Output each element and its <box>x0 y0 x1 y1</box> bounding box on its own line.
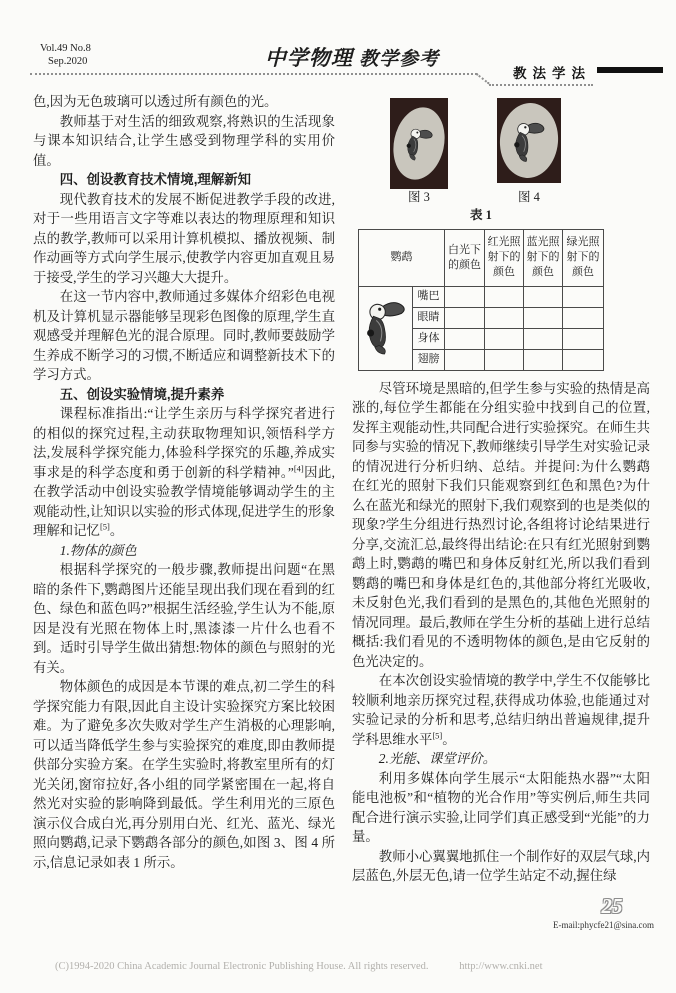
toucan-icon <box>402 123 435 165</box>
table-part-label: 眼睛 <box>413 307 445 328</box>
table-cell-empty <box>485 307 524 328</box>
journal-issue-block <box>40 42 91 68</box>
figure3-caption: 图 3 <box>408 190 430 204</box>
paragraph: 色,因为无色玻璃可以透过所有颜色的光。 <box>33 94 278 109</box>
copyright-text: (C)1994-2020 China Academic Journal Electronic Publishing House. All rights reserved. <box>55 961 429 972</box>
paragraph: 尽管环境是黑暗的,但学生参与实验的热情是高涨的,每位学生都能在分组实验中找到自己的位置,发挥主观能动性,共同配合进行实验探究。在师生共同参与实验的情况下,教师继续引导学生对实验记录的情况进行分析归纳、总结。并提问:为什么鹦鹉在红光的照射下我们只能观察到红色和黑色?为什么在蓝光和绿光的照射下,我们观察到的也是类似的现象?学生分组进行热烈讨论,各组将讨论结果进行分享,交流汇总,最终得出结论:在只有红光照射到鹦鹉上时,鹦鹉的嘴巴和身体反射红光,所以我们看到鹦鹉的嘴巴和身体是红色的,其他部分将红光吸收,未反射色光,我们看到的是黑色的,其他色光照射的情况同理。最后,教师在学生分析的基础上进行总结概括:我们看见的不透明物体的颜色,是由它反射的色光决定的。 <box>352 380 650 669</box>
right-column <box>352 92 650 886</box>
figures-row <box>352 92 650 204</box>
table-header-white-light: 白光下的颜色 <box>445 229 485 286</box>
table-cell-empty <box>485 328 524 349</box>
citation-marker: [5] <box>99 521 110 532</box>
table-cell-empty <box>563 286 604 307</box>
toucan-icon <box>365 296 407 356</box>
paragraph-text: 。 <box>109 523 124 538</box>
paragraph: 教师小心翼翼地抓住一个制作好的双层气球,内层蓝色,外层无色,请一位学生站定不动,握住绿 <box>352 848 650 883</box>
paragraph-text: 因此,在教学活动中创设实验教学情境能够调动学生的主观能动性,让知识以实验的形式体现,促进学生的形象理解和记忆 <box>33 464 335 538</box>
paragraph: 教师基于对生活的细致观察,将熟识的生活现象与课本知识结合,让学生感受到物理学科的实用价值。 <box>33 113 335 168</box>
paragraph-text: 在本次创设实验情境的教学中,学生不仅能够比较顺利地亲历探究过程,获得成功体验,也能通过对实验记录的分析和思考,总结归纳出普遍规律,提升学科思维水平 <box>352 673 650 747</box>
table-cell-empty <box>485 349 524 370</box>
left-column <box>33 92 335 872</box>
table-cell-empty <box>563 307 604 328</box>
figure4-photo <box>497 98 561 183</box>
header-accent-bar <box>597 67 663 73</box>
paragraph: 利用多媒体向学生展示“太阳能热水器”“太阳能电池板”和“植物的光合作用”等实例后,师生共同配合进行演示实验,让同学们真正感受到“光能”的力量。 <box>352 770 650 844</box>
table-cell-empty <box>485 286 524 307</box>
table-cell-empty <box>563 328 604 349</box>
citation-marker: [5] <box>432 730 443 741</box>
table-cell-empty <box>445 286 485 307</box>
table-cell-empty <box>524 286 563 307</box>
contact-email: E-mail:phycfe21@sina.com <box>552 920 654 930</box>
table-cell-empty <box>524 307 563 328</box>
section-heading-5: 五、创设实验情境,提升素养 <box>59 386 225 402</box>
paragraph <box>352 671 650 749</box>
paragraph: 在这一节内容中,教师通过多媒体介绍彩色电视机及计算机显示器能够呈现彩色图像的原理,学生直观感受并理解色光的混合原理。同时,教师要鼓励学生养成不断学习的习惯,不断适应和调整新技术下的学习方式。 <box>33 289 335 382</box>
table-cell-empty <box>524 328 563 349</box>
journal-logo <box>252 42 452 72</box>
paragraph: 根据科学探究的一般步骤,教师提出问题“在黑暗的条件下,鹦鹉图片还能呈现出我们现在看到的红色、绿色和蓝色吗?”根据生活经验,学生认为不能,原因是没有光照在物体上时,黑漆漆一片什么也看不到。适时引导学生做出猜想:物体的颜色与照射的光有关。 <box>33 562 335 675</box>
paragraph-text: 课程标准指出:“让学生亲历与科学探究者进行的相似的探究过程,主动获取物理知识,领悟科学方法,发展科学探究能力,体验科学探究的乐趣,养成实事求是的科学态度和勇于创新的科学精神。” <box>33 406 335 480</box>
table-cell-empty <box>445 307 485 328</box>
header-rule-tab <box>489 84 593 86</box>
section-heading-4: 四、创设教育技术情境,理解新知 <box>59 172 251 187</box>
figure3-photo <box>390 98 448 189</box>
table-row <box>359 286 604 307</box>
sub-heading-2: 2.光能、课堂评价。 <box>378 751 496 766</box>
table-cell-empty <box>524 349 563 370</box>
header-rule-diagonal <box>476 73 490 84</box>
paragraph: 物体颜色的成因是本节课的难点,初二学生的科学探究能力有限,因此自主设计实验探究方案比较困难。为了避免多次失败对学生产生消极的心理影响,可以适当降低学生参与实验探究的难度,即由教师提供部分实验方案。在学生实验时,将教室里所有的灯光关闭,窗帘拉好,各小组的同学紧密围在一起,将自然光对实验的影响降到最低。学生利用光的三原色演示仪合成白光,再分别用白光、红光、蓝光、绿光照向鹦鹉,记录下鹦鹉各部分的颜色,如图 3、图 4 所示,信息记录如表 1 所示。 <box>33 679 335 870</box>
table1 <box>358 229 604 371</box>
right-column-text <box>352 379 650 886</box>
table-part-label: 翅膀 <box>413 349 445 370</box>
table-header-row <box>359 229 604 286</box>
paragraph: 现代教育技术的发展不断促进教学手段的改进,对于一些用语言文字等难以表达的物理原理和知识点的教学,教师可以采用计算机模拟、播放视频、制作动画等方式向学生展示,使教学内容更加直观且易于接受,学生的学习兴趣大大提升。 <box>33 191 335 285</box>
section-tab: 教法学法 <box>513 66 591 81</box>
journal-volume: Vol.49 No.8 <box>40 43 91 54</box>
figure4-caption: 图 4 <box>518 190 540 204</box>
journal-logo-sub: 教学参考 <box>359 49 440 70</box>
header-rule <box>30 73 477 75</box>
table-part-label: 身体 <box>413 328 445 349</box>
paragraph-text: 。 <box>442 731 456 747</box>
sub-heading-1: 1.物体的颜色 <box>59 542 137 558</box>
page-number: 25 <box>601 894 623 918</box>
table1-caption: 表 1 <box>470 208 492 222</box>
journal-logo-main: 中学物理 <box>264 46 353 70</box>
toucan-icon <box>511 117 547 165</box>
light-projection <box>497 101 561 181</box>
table-part-label: 嘴巴 <box>413 286 445 307</box>
publisher-url: http://www.cnki.net <box>459 961 543 972</box>
table-cell-empty <box>563 349 604 370</box>
citation-marker: [4] <box>293 463 304 474</box>
journal-date: Sep.2020 <box>48 56 88 67</box>
table-cell-empty <box>445 349 485 370</box>
paragraph <box>33 404 335 541</box>
copyright-line <box>0 960 676 974</box>
toucan-image-cell <box>359 286 413 370</box>
light-projection <box>390 103 448 185</box>
table-header-red-light: 红光照射下的颜色 <box>485 229 524 286</box>
table-header-parrot: 鹦鹉 <box>359 229 445 286</box>
table-header-blue-light: 蓝光照射下的颜色 <box>524 229 563 286</box>
table-cell-empty <box>445 328 485 349</box>
table-header-green-light: 绿光照射下的颜色 <box>563 229 604 286</box>
